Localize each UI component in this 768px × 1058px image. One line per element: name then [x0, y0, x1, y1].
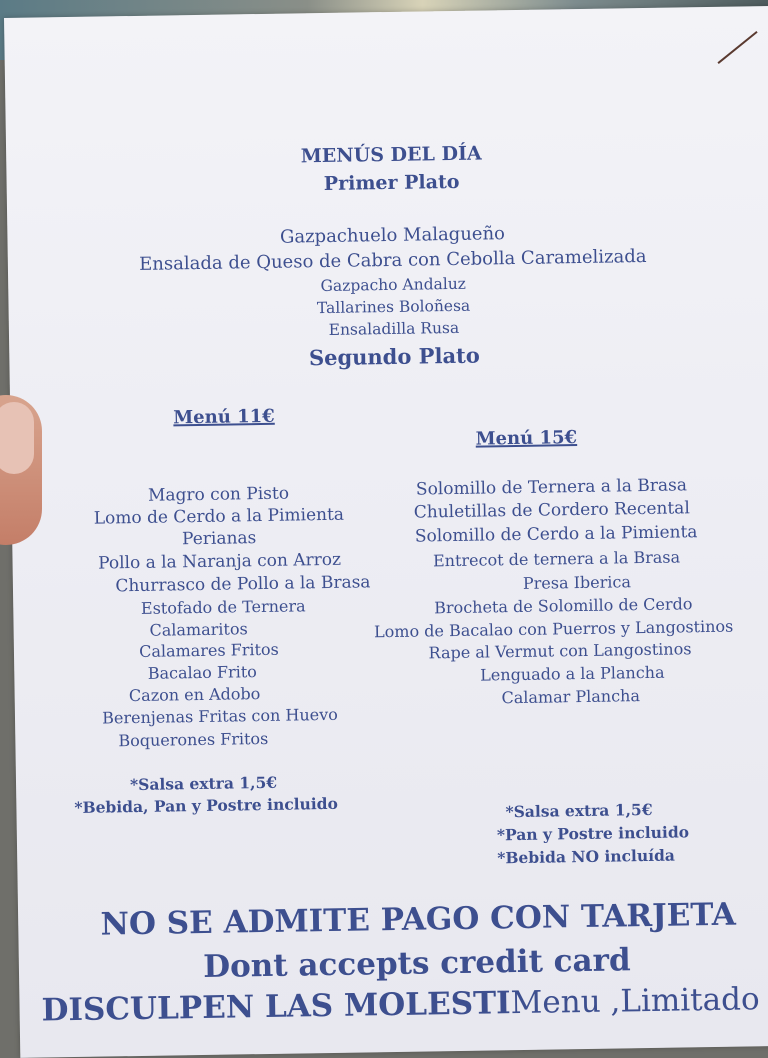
menu-title: MENÚS DEL DÍA	[300, 142, 482, 168]
first-course-item: Gazpachuelo Malagueño	[279, 223, 506, 248]
menu-15-item: Entrecot de ternera a la Brasa	[432, 547, 681, 571]
menu-11-item: Berenjenas Fritas con Huevo	[101, 704, 338, 728]
menu-15-note: *Pan y Postre incluido	[496, 822, 690, 845]
menu-15-heading: Menú 15€	[475, 427, 578, 450]
menu-11-note: *Salsa extra 1,5€	[129, 772, 278, 795]
menu-11-item: Calamares Fritos	[138, 639, 279, 661]
first-course-item: Tallarines Boloñesa	[316, 296, 471, 318]
no-card-notice-english: Dont accepts credit card	[202, 942, 631, 985]
menu-11-item: Churrasco de Pollo a la Brasa	[115, 572, 371, 597]
first-course-item: Gazpacho Andaluz	[320, 274, 467, 296]
menu-11-item: Perianas	[181, 528, 257, 550]
menu-15-note: *Salsa extra 1,5€	[505, 799, 653, 822]
menu-15-note: *Bebida NO incluída	[497, 845, 676, 868]
menu-15-item: Chuletillas de Cordero Recental	[413, 498, 690, 523]
thumbnail	[0, 402, 34, 474]
menu-11-heading: Menú 11€	[173, 405, 275, 429]
menu-11-item: Cazon en Adobo	[128, 684, 261, 706]
menu-15-item: Solomillo de Ternera a la Brasa	[415, 475, 688, 500]
first-course-item: Ensalada de Queso de Cabra con Cebolla Caramelizada	[139, 245, 647, 275]
menu-15-item: Calamar Plancha	[501, 686, 641, 708]
menu-11-item: Lomo de Cerdo a la Pimienta	[93, 504, 345, 529]
menu-11-item: Estofado de Ternera	[140, 596, 306, 618]
menu-11-item: Boquerones Fritos	[118, 728, 269, 751]
second-course-heading: Segundo Plato	[308, 342, 480, 371]
menu-15-item: Lomo de Bacalao con Puerros y Langostinos	[373, 616, 734, 642]
first-course-item: Ensaladilla Rusa	[328, 318, 460, 339]
menu-11-item: Magro con Pisto	[147, 483, 290, 506]
menu-15-item: Brocheta de Solomillo de Cerdo	[434, 594, 693, 618]
apology-notice	[41, 981, 760, 1028]
menu-11-item: Pollo a la Naranja con Arroz	[97, 549, 342, 574]
no-card-notice: NO SE ADMITE PAGO CON TARJETA	[100, 896, 737, 943]
menu-11-item: Calamaritos	[149, 619, 248, 640]
apology-text: DISCULPEN LAS MOLESTI	[41, 985, 511, 1029]
menu-15-item: Solomillo de Cerdo a la Pimienta	[414, 522, 698, 547]
menu-15-item: Presa Iberica	[522, 572, 632, 593]
menu-15-item: Rape al Vermut con Langostinos	[428, 639, 692, 663]
pen-mark	[717, 31, 757, 64]
menu-sheet	[4, 6, 768, 1058]
menu-11-note: *Bebida, Pan y Postre incluido	[74, 793, 339, 817]
first-course-heading: Primer Plato	[323, 170, 460, 195]
menu-11-item: Bacalao Frito	[147, 662, 258, 683]
limited-menu-text: Menu ,Limitado	[510, 981, 760, 1022]
menu-15-item: Lenguado a la Plancha	[480, 662, 665, 685]
